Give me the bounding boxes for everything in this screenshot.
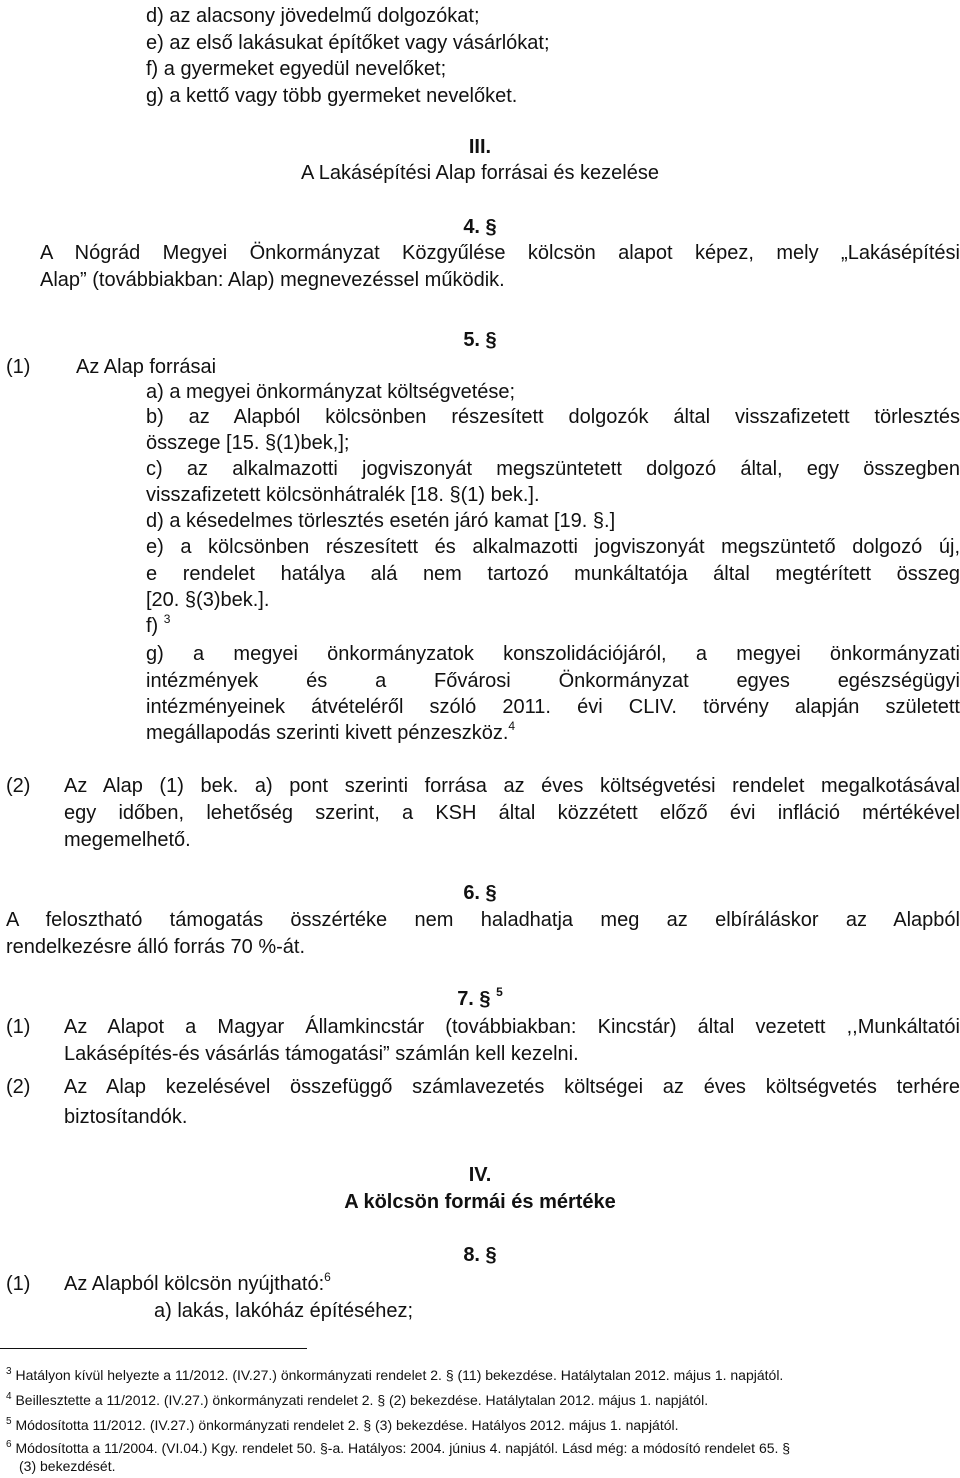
- footnote: [6, 1439, 790, 1457]
- footnote: [6, 1366, 783, 1384]
- paragraph-heading: 5. §: [463, 329, 497, 351]
- list-item-a: a) lakás, lakóház építéséhez;: [154, 1300, 414, 1322]
- list-item-g-text: megállapodás szerinti kivett pénzeszköz.: [146, 722, 509, 744]
- section-title: A kölcsön formái és mértéke: [344, 1191, 616, 1213]
- paragraph-heading: 6. §: [463, 882, 497, 904]
- paragraph-text: rendelkezésre álló forrás 70 %-át.: [6, 936, 306, 958]
- subsection-number: (1): [6, 356, 31, 378]
- footnote-text: Módosította 11/2012. (IV.27.) önkormányzati rendelet 2. § (3) bekezdése. Hatályos 2012. május 1. napjától.: [15, 1417, 679, 1433]
- list-item-g-cont: [146, 720, 515, 746]
- subsection-text: Az Alapot a Magyar Államkincstár (továbbiakban: Kincstár) által vezetett ,,Munkáltatói: [64, 1016, 960, 1038]
- list-item-b-cont: összege [15. §(1)bek,];: [146, 432, 350, 454]
- footnote-number: 4: [6, 1391, 12, 1402]
- paragraph-text: A Nógrád Megyei Önkormányzat Közgyűlése kölcsön alapot képez, mely „Lakásépítési: [40, 242, 960, 264]
- subsection-number: (2): [6, 775, 31, 797]
- subsection-text: egy időben, lehetőség szerint, a KSH által közzétett előző évi infláció mértékével: [64, 802, 960, 824]
- list-item-g-cont: intézmények és a Fővárosi Önkormányzat egyes egészségügyi: [146, 670, 960, 692]
- list-item-e-cont: e rendelet hatálya alá nem tartozó munkáltatója által megtérített összeg: [146, 563, 960, 585]
- footnote-text: Beillesztette a 11/2012. (IV.27.) önkormányzati rendelet 2. § (2) bekezdése. Hatálytalan 2012. május 1. napjától.: [15, 1392, 709, 1408]
- subsection-text: [64, 1271, 331, 1297]
- subsection-number: (2): [6, 1076, 31, 1098]
- subsection-intro: Az Alap forrásai: [76, 356, 217, 378]
- list-item-d: d) az alacsony jövedelmű dolgozókat;: [146, 5, 480, 27]
- list-item-f-label: f): [146, 615, 159, 637]
- footnote: [6, 1391, 708, 1409]
- paragraph-heading-text: 7. §: [457, 988, 491, 1010]
- paragraph-text: A felosztható támogatás összértéke nem haladhatja meg az elbíráláskor az Alapból: [6, 909, 960, 931]
- footnote-ref[interactable]: 3: [163, 612, 171, 626]
- footnote-text: Hatályon kívül helyezte a 11/2012. (IV.27.) önkormányzati rendelet 2. § (11) bekezdése. Hatálytalan 2012. május 1. napjától.: [15, 1367, 784, 1383]
- footnote-cont: (3) bekezdését.: [19, 1458, 116, 1474]
- subsection-number: (1): [6, 1016, 31, 1038]
- list-item-c-cont: visszafizetett kölcsönhátralék [18. §(1) bek.].: [146, 484, 540, 506]
- paragraph-heading: [0, 986, 960, 1012]
- footnote-text: Módosította a 11/2004. (VI.04.) Kgy. rendelet 50. §-a. Hatályos: 2004. június 4. napjától. Lásd még: a módosító rendelet 65. §: [15, 1440, 791, 1456]
- paragraph-heading: 8. §: [463, 1244, 497, 1266]
- subsection-number: (1): [6, 1273, 31, 1295]
- footnote-ref[interactable]: 5: [496, 985, 503, 999]
- list-item-f: [146, 613, 170, 639]
- list-item-f: f) a gyermeket egyedül nevelőket;: [146, 58, 447, 80]
- list-item-d: d) a késedelmes törlesztés esetén járó kamat [19. §.]: [146, 510, 616, 532]
- subsection-text: Az Alap (1) bek. a) pont szerinti forrása az éves költségvetési rendelet megalkotásával: [64, 775, 960, 797]
- footnote-ref[interactable]: 6: [324, 1270, 331, 1284]
- footnote-number: 3: [6, 1366, 12, 1377]
- list-item-a: a) a megyei önkormányzat költségvetése;: [146, 381, 516, 403]
- subsection-text: megemelhető.: [64, 829, 191, 851]
- footnote-number: 6: [6, 1439, 12, 1450]
- footnote: [6, 1416, 679, 1434]
- paragraph-text: Alap” (továbbiakban: Alap) megnevezéssel működik.: [40, 269, 505, 291]
- list-item-c: c) az alkalmazotti jogviszonyát megszüntetett dolgozó által, egy összegben: [146, 458, 960, 480]
- section-title: A Lakásépítési Alap forrásai és kezelése: [301, 162, 659, 184]
- section-numeral: IV.: [468, 1164, 492, 1186]
- list-item-g-cont: intézményeinek átvételéről szóló 2011. évi CLIV. törvény alapján született: [146, 696, 960, 718]
- list-item-g: g) a kettő vagy több gyermeket nevelőket.: [146, 85, 518, 107]
- subsection-text: Az Alap kezelésével összefüggő számlavezetés költségei az éves költségvetés terhére: [64, 1076, 960, 1098]
- subsection-text-body: Az Alapból kölcsön nyújtható:: [64, 1273, 325, 1295]
- section-numeral: III.: [468, 136, 492, 158]
- list-item-e: e) az első lakásukat építőket vagy vásárlókat;: [146, 32, 550, 54]
- subsection-text: Lakásépítés-és vásárlás támogatási” számlán kell kezelni.: [64, 1043, 579, 1065]
- list-item-g: g) a megyei önkormányzatok konszolidációjáról, a megyei önkormányzati: [146, 643, 960, 665]
- list-item-e: e) a kölcsönben részesített és alkalmazotti jogviszonyát megszüntető dolgozó új,: [146, 536, 960, 558]
- footnote-separator: [0, 1348, 307, 1349]
- subsection-text: biztosítandók.: [64, 1106, 188, 1128]
- list-item-b: b) az Alapból kölcsönben részesített dolgozók által visszafizetett törlesztés: [146, 406, 960, 428]
- footnote-number: 5: [6, 1416, 12, 1427]
- footnote-ref[interactable]: 4: [508, 719, 516, 733]
- list-item-e-cont: [20. §(3)bek.].: [146, 589, 270, 611]
- paragraph-heading: 4. §: [463, 216, 497, 238]
